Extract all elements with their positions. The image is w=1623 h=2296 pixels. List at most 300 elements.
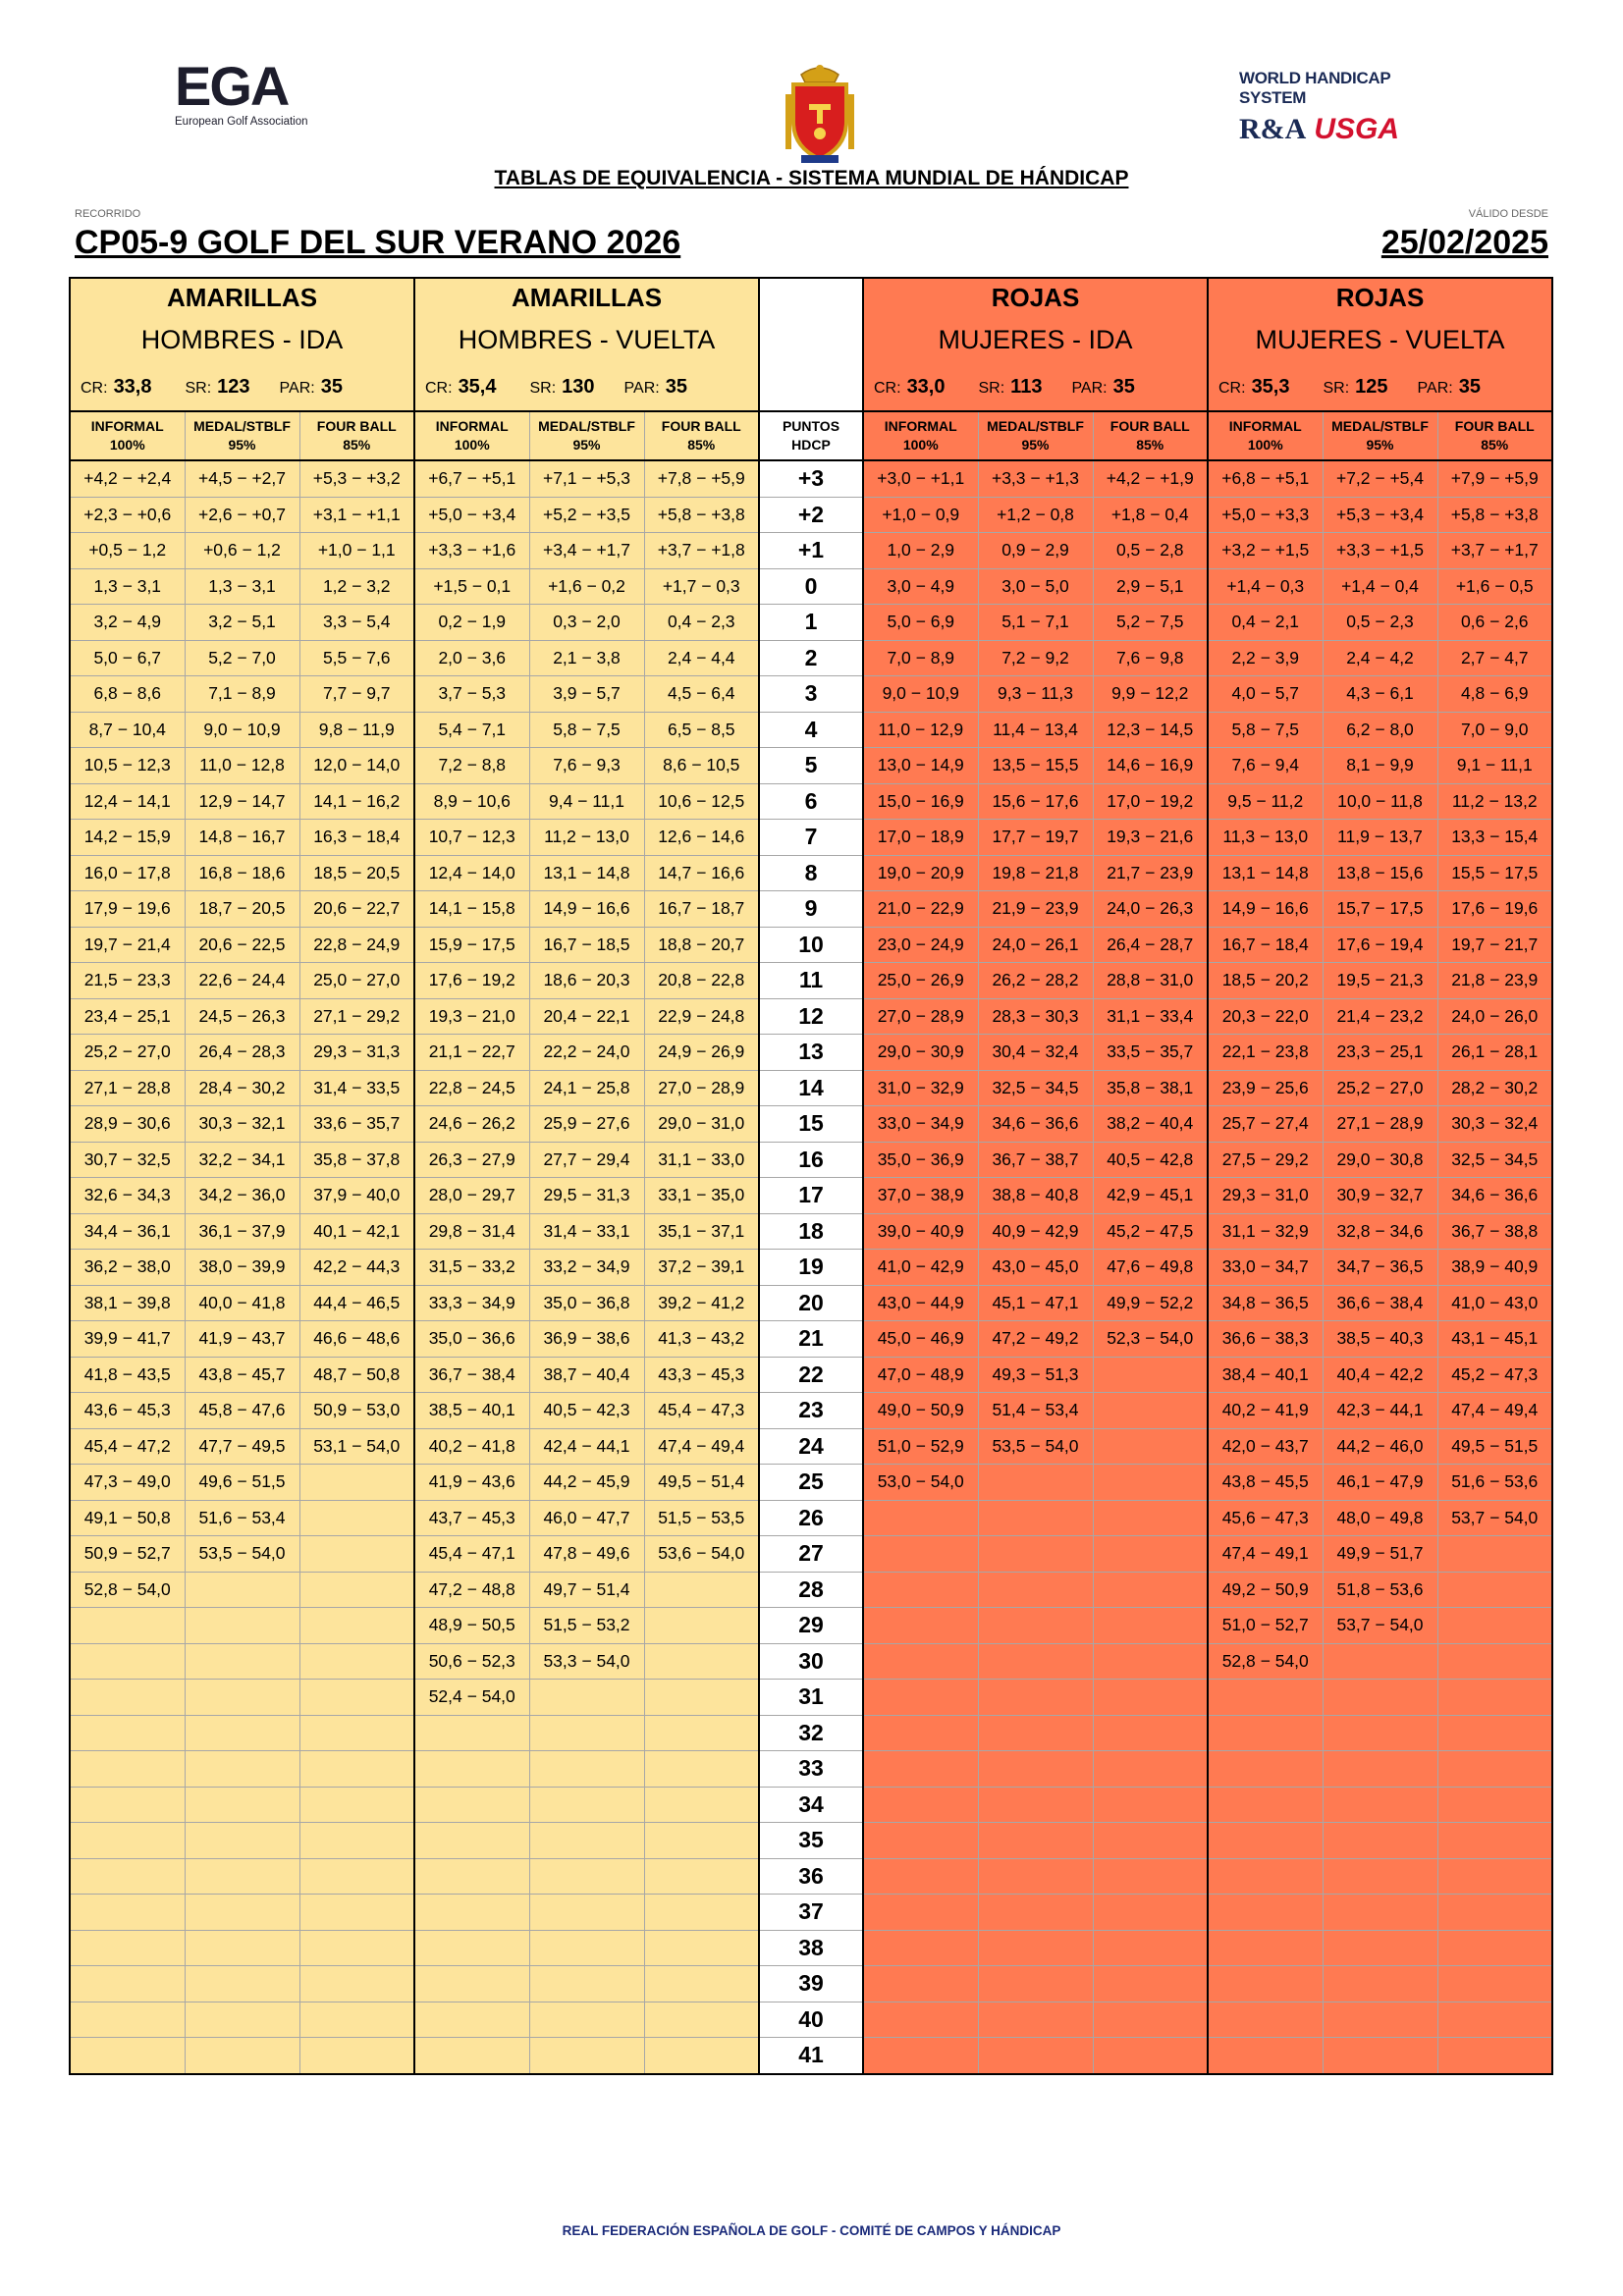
table-row	[70, 855, 1552, 891]
range-cell	[1323, 2038, 1437, 2074]
range-cell	[644, 1823, 759, 1859]
range-cell: 22,2 − 24,0	[529, 1035, 644, 1071]
range-cell: 21,5 − 23,3	[70, 963, 185, 999]
range-cell: 46,6 − 48,6	[299, 1321, 414, 1358]
hdcp-value: 11	[759, 963, 863, 999]
range-cell	[644, 1680, 759, 1716]
range-cell	[1093, 1751, 1208, 1788]
range-cell: 7,2 − 9,2	[978, 640, 1093, 676]
range-cell: 38,1 − 39,8	[70, 1285, 185, 1321]
range-cell	[185, 1643, 299, 1680]
range-cell	[299, 1751, 414, 1788]
range-cell	[1323, 1895, 1437, 1931]
range-cell: 5,8 − 7,5	[529, 712, 644, 748]
range-cell	[644, 1751, 759, 1788]
medal-col-header	[1323, 411, 1437, 460]
range-cell: 36,9 − 38,6	[529, 1321, 644, 1358]
range-cell: 44,2 − 46,0	[1323, 1428, 1437, 1465]
range-cell: 11,4 − 13,4	[978, 712, 1093, 748]
range-cell	[1323, 1966, 1437, 2002]
range-cell: 39,9 − 41,7	[70, 1321, 185, 1358]
range-cell: 0,9 − 2,9	[978, 533, 1093, 569]
range-cell: 1,3 − 3,1	[185, 568, 299, 605]
range-cell: 18,8 − 20,7	[644, 927, 759, 963]
hdcp-value: 27	[759, 1536, 863, 1573]
range-cell: 27,0 − 28,9	[644, 1070, 759, 1106]
range-cell: 8,1 − 9,9	[1323, 748, 1437, 784]
hdcp-value: 13	[759, 1035, 863, 1071]
range-cell: 51,0 − 52,9	[863, 1428, 978, 1465]
range-cell: 24,9 − 26,9	[644, 1035, 759, 1071]
tee-color-header-0: AMARILLAS	[70, 278, 414, 316]
range-cell	[70, 1895, 185, 1931]
range-cell: 1,2 − 3,2	[299, 568, 414, 605]
range-cell	[1093, 1930, 1208, 1966]
hdcp-value: 5	[759, 748, 863, 784]
blank-header-cell	[759, 278, 863, 316]
range-cell	[414, 1966, 529, 2002]
range-cell	[299, 1643, 414, 1680]
range-cell: 1,0 − 2,9	[863, 533, 978, 569]
hdcp-value: 17	[759, 1178, 863, 1214]
range-cell: 5,1 − 7,1	[978, 605, 1093, 641]
range-cell: 17,6 − 19,6	[1437, 891, 1552, 928]
range-cell	[1093, 1643, 1208, 1680]
range-cell: 6,5 − 8,5	[644, 712, 759, 748]
par-value: 35	[1112, 375, 1135, 398]
range-cell: 39,2 − 41,2	[644, 1285, 759, 1321]
range-cell: 21,7 − 23,9	[1093, 855, 1208, 891]
range-cell	[978, 1715, 1093, 1751]
range-cell: 30,3 − 32,4	[1437, 1106, 1552, 1143]
range-cell: 38,2 − 40,4	[1093, 1106, 1208, 1143]
range-cell	[863, 1608, 978, 1644]
range-cell: 12,6 − 14,6	[644, 820, 759, 856]
col-header-sublabel: 100%	[902, 437, 939, 453]
range-cell: 13,8 − 15,6	[1323, 855, 1437, 891]
range-cell: 51,6 − 53,4	[185, 1500, 299, 1536]
range-cell: 45,4 − 47,2	[70, 1428, 185, 1465]
range-cell: 2,7 − 4,7	[1437, 640, 1552, 676]
range-cell: 47,7 − 49,5	[185, 1428, 299, 1465]
range-cell: 33,0 − 34,7	[1208, 1250, 1323, 1286]
cr-label: CR:	[1218, 379, 1246, 397]
col-header-sublabel: HDCP	[791, 437, 831, 453]
hdcp-value: 9	[759, 891, 863, 928]
table-row	[70, 1250, 1552, 1286]
range-cell: 14,8 − 16,7	[185, 820, 299, 856]
hdcp-value: 36	[759, 1858, 863, 1895]
hdcp-value: 4	[759, 712, 863, 748]
range-cell	[1437, 2002, 1552, 2038]
hdcp-value: 38	[759, 1930, 863, 1966]
range-cell: 53,5 − 54,0	[185, 1536, 299, 1573]
range-cell	[1437, 1787, 1552, 1823]
sr-label: SR:	[978, 379, 1005, 397]
range-cell: 32,5 − 34,5	[978, 1070, 1093, 1106]
range-cell: 29,5 − 31,3	[529, 1178, 644, 1214]
col-header-label: INFORMAL	[1228, 418, 1302, 434]
range-cell: 10,5 − 12,3	[70, 748, 185, 784]
range-cell: +1,2 − 0,8	[978, 497, 1093, 533]
equivalence-table	[69, 277, 1553, 2075]
table-row	[70, 1895, 1552, 1931]
range-cell: 5,8 − 7,5	[1208, 712, 1323, 748]
range-cell: 34,2 − 36,0	[185, 1178, 299, 1214]
range-cell: 24,0 − 26,1	[978, 927, 1093, 963]
hdcp-value: 16	[759, 1142, 863, 1178]
range-cell	[185, 1858, 299, 1895]
range-cell: 5,0 − 6,7	[70, 640, 185, 676]
range-cell: 25,9 − 27,6	[529, 1106, 644, 1143]
hdcp-value: 0	[759, 568, 863, 605]
table-row	[70, 1787, 1552, 1823]
range-cell: 26,2 − 28,2	[978, 963, 1093, 999]
range-cell: 16,8 − 18,6	[185, 855, 299, 891]
range-cell: 21,1 − 22,7	[414, 1035, 529, 1071]
range-cell	[299, 1823, 414, 1859]
hdcp-value: 15	[759, 1106, 863, 1143]
range-cell: 48,0 − 49,8	[1323, 1500, 1437, 1536]
range-cell: 4,3 − 6,1	[1323, 676, 1437, 713]
hdcp-value: 39	[759, 1966, 863, 2002]
range-cell	[978, 1465, 1093, 1501]
table-row	[70, 568, 1552, 605]
range-cell: 47,2 − 49,2	[978, 1321, 1093, 1358]
range-cell	[1437, 1608, 1552, 1644]
range-cell	[1323, 1643, 1437, 1680]
range-cell: 40,5 − 42,8	[1093, 1142, 1208, 1178]
table-row	[70, 676, 1552, 713]
hdcp-value: 3	[759, 676, 863, 713]
range-cell: 23,0 − 24,9	[863, 927, 978, 963]
range-cell: 47,8 − 49,6	[529, 1536, 644, 1573]
table-row	[70, 2038, 1552, 2074]
range-cell: 17,0 − 18,9	[863, 820, 978, 856]
range-cell	[1208, 2002, 1323, 2038]
recorrido-label: RECORRIDO	[75, 208, 141, 220]
range-cell: 45,4 − 47,3	[644, 1393, 759, 1429]
range-cell	[299, 1500, 414, 1536]
range-cell: 9,0 − 10,9	[185, 712, 299, 748]
range-cell	[529, 1751, 644, 1788]
sr-value: 125	[1355, 375, 1388, 398]
range-cell: 18,5 − 20,2	[1208, 963, 1323, 999]
range-cell	[863, 1751, 978, 1788]
tee-color-header-1: AMARILLAS	[414, 278, 759, 316]
range-cell: 11,0 − 12,8	[185, 748, 299, 784]
range-cell: 28,3 − 30,3	[978, 998, 1093, 1035]
range-cell: 43,8 − 45,5	[1208, 1465, 1323, 1501]
cr-value: 33,8	[113, 375, 152, 398]
range-cell	[70, 1680, 185, 1716]
range-cell: +5,2 − +3,5	[529, 497, 644, 533]
col-header-label: INFORMAL	[435, 418, 509, 434]
range-cell	[414, 1787, 529, 1823]
range-cell: 36,6 − 38,4	[1323, 1285, 1437, 1321]
hdcp-value: 20	[759, 1285, 863, 1321]
blank-header-cell	[759, 363, 863, 411]
range-cell: 12,9 − 14,7	[185, 783, 299, 820]
range-cell: 0,2 − 1,9	[414, 605, 529, 641]
table-row	[70, 1715, 1552, 1751]
range-cell: 27,1 − 29,2	[299, 998, 414, 1035]
range-cell: 53,1 − 54,0	[299, 1428, 414, 1465]
col-header-label: MEDAL/STBLF	[193, 418, 291, 434]
range-cell: 49,5 − 51,4	[644, 1465, 759, 1501]
range-cell	[863, 1858, 978, 1895]
range-cell	[185, 2038, 299, 2074]
range-cell	[529, 1823, 644, 1859]
range-cell	[1208, 1930, 1323, 1966]
range-cell: 52,4 − 54,0	[414, 1680, 529, 1716]
col-header-sublabel: 95%	[1366, 437, 1394, 453]
range-cell: 2,9 − 5,1	[1093, 568, 1208, 605]
range-cell	[863, 1930, 978, 1966]
range-cell	[1323, 1858, 1437, 1895]
range-cell: 49,9 − 51,7	[1323, 1536, 1437, 1573]
range-cell: 11,0 − 12,9	[863, 712, 978, 748]
table-row	[70, 1500, 1552, 1536]
range-cell: 31,4 − 33,1	[529, 1213, 644, 1250]
range-cell: 15,6 − 17,6	[978, 783, 1093, 820]
range-cell	[529, 1680, 644, 1716]
tee-color-header-2: ROJAS	[863, 278, 1208, 316]
range-cell: 45,8 − 47,6	[185, 1393, 299, 1429]
range-cell	[1323, 1715, 1437, 1751]
whs-logo-title: WORLD HANDICAP SYSTEM	[1239, 69, 1391, 107]
range-cell: +7,2 − +5,4	[1323, 460, 1437, 497]
cr-label: CR:	[425, 379, 453, 397]
range-cell	[863, 1823, 978, 1859]
range-cell: 32,6 − 34,3	[70, 1178, 185, 1214]
range-cell	[70, 1608, 185, 1644]
range-cell	[1093, 1823, 1208, 1859]
range-cell: 47,4 − 49,4	[1437, 1393, 1552, 1429]
range-cell: 40,1 − 42,1	[299, 1213, 414, 1250]
range-cell: 43,6 − 45,3	[70, 1393, 185, 1429]
range-cell: 46,1 − 47,9	[1323, 1465, 1437, 1501]
range-cell: 26,1 − 28,1	[1437, 1035, 1552, 1071]
range-cell	[414, 1930, 529, 1966]
table-row	[70, 533, 1552, 569]
range-cell: +6,8 − +5,1	[1208, 460, 1323, 497]
range-cell: 11,2 − 13,0	[529, 820, 644, 856]
range-cell	[70, 1643, 185, 1680]
col-header-label: FOUR BALL	[316, 418, 397, 434]
range-cell: 38,4 − 40,1	[1208, 1357, 1323, 1393]
hdcp-value: 1	[759, 605, 863, 641]
range-cell: 3,9 − 5,7	[529, 676, 644, 713]
range-cell	[1093, 1393, 1208, 1429]
range-cell: 37,0 − 38,9	[863, 1178, 978, 1214]
range-cell	[1323, 1823, 1437, 1859]
range-cell	[185, 1680, 299, 1716]
range-cell: 43,0 − 44,9	[863, 1285, 978, 1321]
range-cell: 28,2 − 30,2	[1437, 1070, 1552, 1106]
range-cell	[1093, 1858, 1208, 1895]
range-cell: +7,1 − +5,3	[529, 460, 644, 497]
range-cell	[863, 1643, 978, 1680]
range-cell: 31,1 − 32,9	[1208, 1213, 1323, 1250]
range-cell: 7,6 − 9,3	[529, 748, 644, 784]
table-row	[70, 1536, 1552, 1573]
range-cell: 33,2 − 34,9	[529, 1250, 644, 1286]
document-title: TABLAS DE EQUIVALENCIA - SISTEMA MUNDIAL DE HÁNDICAP	[494, 167, 1129, 189]
range-cell	[978, 1930, 1093, 1966]
table-row	[70, 1572, 1552, 1608]
range-cell	[863, 1536, 978, 1573]
hdcp-value: 21	[759, 1321, 863, 1358]
range-cell: 35,1 − 37,1	[644, 1213, 759, 1250]
range-cell: 21,9 − 23,9	[978, 891, 1093, 928]
table-row	[70, 640, 1552, 676]
range-cell	[1093, 1500, 1208, 1536]
range-cell	[978, 1572, 1093, 1608]
rating-info-1	[414, 363, 759, 411]
range-cell: 28,4 − 30,2	[185, 1070, 299, 1106]
range-cell	[414, 2038, 529, 2074]
range-cell	[863, 2002, 978, 2038]
range-cell: 47,2 − 48,8	[414, 1572, 529, 1608]
col-header-label: FOUR BALL	[1109, 418, 1190, 434]
range-cell	[414, 1858, 529, 1895]
range-cell: 2,4 − 4,4	[644, 640, 759, 676]
range-cell	[299, 2038, 414, 2074]
table-row	[70, 1393, 1552, 1429]
hdcp-value: 26	[759, 1500, 863, 1536]
sr-label: SR:	[529, 379, 557, 397]
range-cell: +4,2 − +1,9	[1093, 460, 1208, 497]
col-header-sublabel: 100%	[454, 437, 490, 453]
table-row	[70, 2002, 1552, 2038]
range-cell	[644, 2002, 759, 2038]
range-cell: +1,6 − 0,5	[1437, 568, 1552, 605]
range-cell	[70, 1787, 185, 1823]
range-cell: 15,7 − 17,5	[1323, 891, 1437, 928]
hdcp-value: 2	[759, 640, 863, 676]
table-row	[70, 712, 1552, 748]
valido-label: VÁLIDO DESDE	[1468, 208, 1548, 220]
range-cell: 18,7 − 20,5	[185, 891, 299, 928]
hdcp-value: 25	[759, 1465, 863, 1501]
range-cell	[299, 2002, 414, 2038]
range-cell: +3,7 − +1,8	[644, 533, 759, 569]
table-row	[70, 1142, 1552, 1178]
range-cell: 47,0 − 48,9	[863, 1357, 978, 1393]
range-cell: 50,9 − 52,7	[70, 1536, 185, 1573]
range-cell: 37,9 − 40,0	[299, 1178, 414, 1214]
range-cell	[863, 1680, 978, 1716]
range-cell: 48,7 − 50,8	[299, 1357, 414, 1393]
range-cell	[1323, 1930, 1437, 1966]
range-cell: +1,0 − 1,1	[299, 533, 414, 569]
range-cell	[1208, 1895, 1323, 1931]
col-header-sublabel: 95%	[572, 437, 601, 453]
range-cell	[185, 1608, 299, 1644]
range-cell	[1323, 1787, 1437, 1823]
range-cell: 9,3 − 11,3	[978, 676, 1093, 713]
range-cell	[1093, 1428, 1208, 1465]
range-cell	[1437, 1643, 1552, 1680]
range-cell: 38,0 − 39,9	[185, 1250, 299, 1286]
range-cell: 37,2 − 39,1	[644, 1250, 759, 1286]
range-cell: 15,5 − 17,5	[1437, 855, 1552, 891]
range-cell	[644, 1572, 759, 1608]
range-cell	[529, 1787, 644, 1823]
range-cell: 44,4 − 46,5	[299, 1285, 414, 1321]
col-header-label: INFORMAL	[90, 418, 164, 434]
range-cell: 20,3 − 22,0	[1208, 998, 1323, 1035]
table-row	[70, 1035, 1552, 1071]
par-label: PAR:	[623, 379, 660, 397]
range-cell: 18,5 − 20,5	[299, 855, 414, 891]
range-cell: 45,2 − 47,3	[1437, 1357, 1552, 1393]
range-cell	[299, 1858, 414, 1895]
range-cell	[185, 1966, 299, 2002]
range-cell: 29,0 − 31,0	[644, 1106, 759, 1143]
range-cell	[1208, 1715, 1323, 1751]
range-cell	[299, 1536, 414, 1573]
range-cell: +4,2 − +2,4	[70, 460, 185, 497]
range-cell	[1323, 2002, 1437, 2038]
hdcp-value: 37	[759, 1895, 863, 1931]
range-cell: 3,0 − 4,9	[863, 568, 978, 605]
range-cell: 15,0 − 16,9	[863, 783, 978, 820]
range-cell: 44,2 − 45,9	[529, 1465, 644, 1501]
hdcp-value: 7	[759, 820, 863, 856]
range-cell	[978, 1823, 1093, 1859]
informal-col-header	[414, 411, 529, 460]
hdcp-value: 22	[759, 1357, 863, 1393]
range-cell: 3,3 − 5,4	[299, 605, 414, 641]
range-cell: 16,7 − 18,5	[529, 927, 644, 963]
range-cell: 38,9 − 40,9	[1437, 1250, 1552, 1286]
range-cell: 14,9 − 16,6	[529, 891, 644, 928]
puntos-hdcp-col-header	[759, 411, 863, 460]
range-cell: 47,6 − 49,8	[1093, 1250, 1208, 1286]
range-cell: 13,5 − 15,5	[978, 748, 1093, 784]
range-cell: 8,9 − 10,6	[414, 783, 529, 820]
range-cell	[1208, 1787, 1323, 1823]
range-cell: 24,5 − 26,3	[185, 998, 299, 1035]
range-cell	[299, 1715, 414, 1751]
range-cell: 20,8 − 22,8	[644, 963, 759, 999]
range-cell	[863, 1572, 978, 1608]
hdcp-value: 23	[759, 1393, 863, 1429]
range-cell: 3,0 − 5,0	[978, 568, 1093, 605]
range-cell: 52,8 − 54,0	[70, 1572, 185, 1608]
range-cell	[644, 1787, 759, 1823]
par-value: 35	[320, 375, 343, 398]
range-cell: +2,3 − +0,6	[70, 497, 185, 533]
range-cell: 0,5 − 2,8	[1093, 533, 1208, 569]
range-cell: +3,0 − +1,1	[863, 460, 978, 497]
ega-logo	[175, 55, 332, 130]
range-cell: 17,9 − 19,6	[70, 891, 185, 928]
range-cell: 50,9 − 53,0	[299, 1393, 414, 1429]
range-cell: 31,5 − 33,2	[414, 1250, 529, 1286]
range-cell	[1093, 1572, 1208, 1608]
hdcp-value: 41	[759, 2038, 863, 2074]
range-cell: 31,1 − 33,4	[1093, 998, 1208, 1035]
range-cell: 53,6 − 54,0	[644, 1536, 759, 1573]
range-cell	[299, 1787, 414, 1823]
range-cell: 19,8 − 21,8	[978, 855, 1093, 891]
table-row	[70, 783, 1552, 820]
range-cell	[529, 1895, 644, 1931]
range-cell	[978, 1751, 1093, 1788]
